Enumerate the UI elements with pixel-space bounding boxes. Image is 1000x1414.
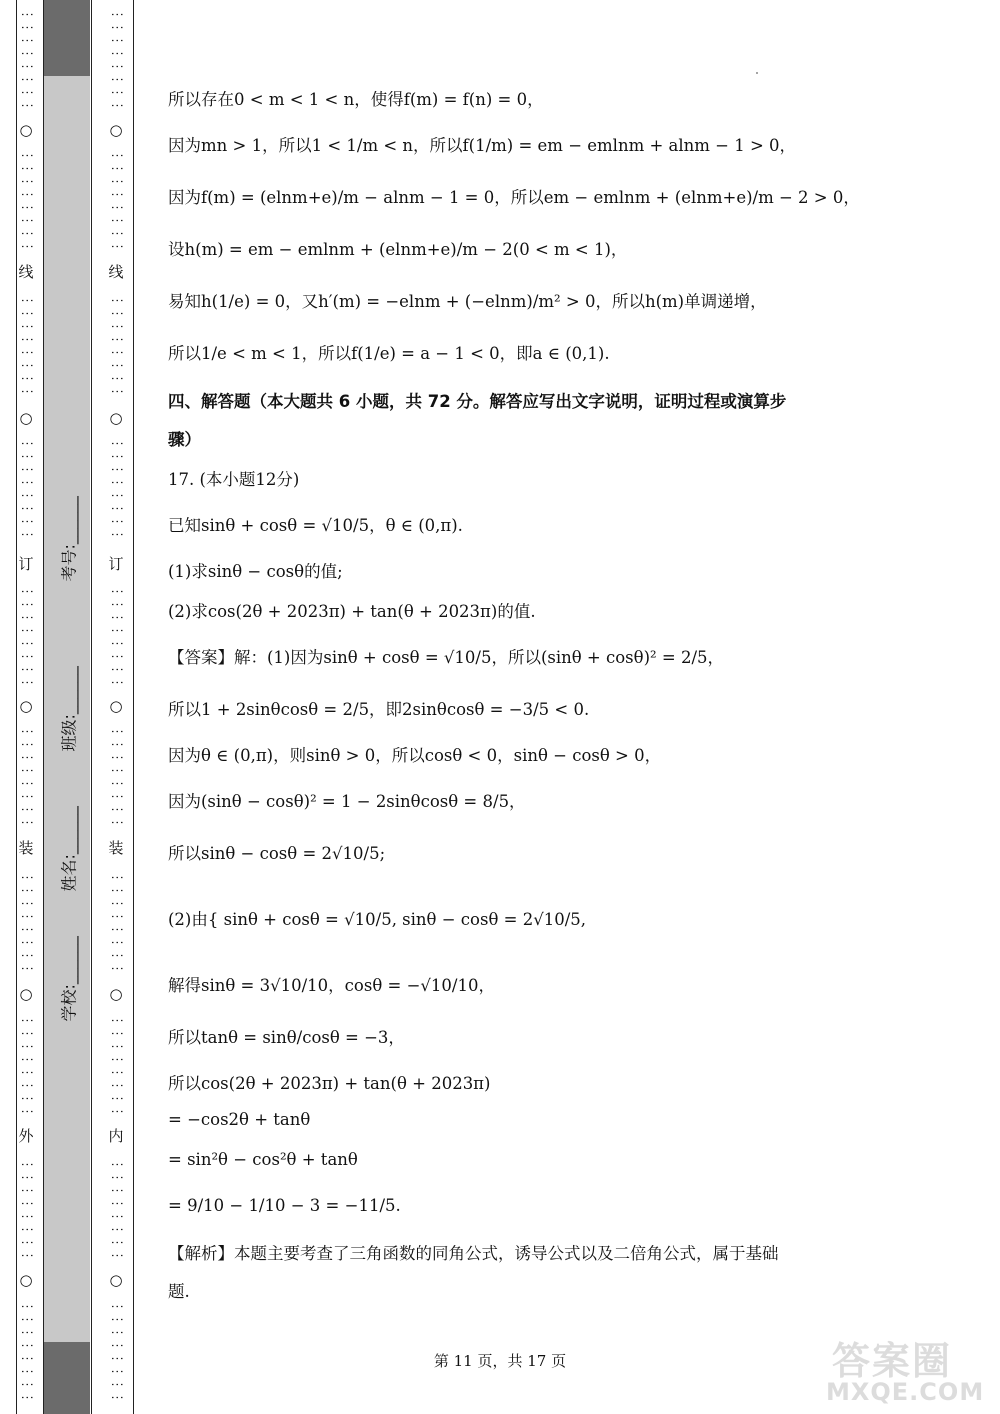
inner-circle-2: ○ (109, 409, 123, 427)
inner-dots-3: ⋮⋮⋮⋮⋮⋮⋮⋮ (109, 294, 124, 398)
inner-dots-4: ⋮⋮⋮⋮⋮⋮⋮⋮ (109, 437, 124, 541)
watermark-logo-text: 答案圈 (832, 1339, 953, 1383)
answer-line: 所以tanθ = sinθ/cosθ = −3， (168, 1028, 405, 1047)
problem-part-2: (2)求cos(2θ + 2023π) + tan(θ + 2023π)的值. (168, 602, 536, 621)
inner-dots-10: ⋮⋮⋮⋮⋮⋮⋮⋮ (109, 1300, 124, 1404)
analysis-line: 【解析】本题主要考查了三角函数的同角公式，诱导公式以及二倍角公式，属于基础 (168, 1244, 779, 1263)
problem-number: 17. (本小题12分) (168, 470, 300, 489)
binding-band-top-block (44, 0, 90, 76)
answer-line: 所以1 + 2sinθcosθ = 2/5，即2sinθcosθ = −3/5 < 0. (168, 700, 590, 719)
answer-line: = 9/10 − 1/10 − 3 = −11/5. (168, 1196, 401, 1215)
outer-circle-5: ○ (19, 1271, 33, 1289)
inner-label-line: 线 (108, 263, 124, 281)
inner-dotted-cut-line (108, 0, 124, 1414)
stray-dot (756, 72, 758, 74)
name-field: 姓名:______ (59, 806, 79, 892)
answer-line: 【答案】解：(1)因为sinθ + cosθ = √10/5，所以(sinθ + cosθ)² = 2/5， (168, 648, 725, 667)
inner-dots-1: ⋮⋮⋮⋮⋮⋮⋮⋮ (109, 8, 124, 112)
outer-dots-3: ⋮⋮⋮⋮⋮⋮⋮⋮ (19, 294, 34, 398)
student-info-block (48, 450, 88, 1022)
inner-margin-rule-right (133, 0, 134, 1414)
inner-dots-9: ⋮⋮⋮⋮⋮⋮⋮⋮ (109, 1158, 124, 1262)
outer-margin-rule-left (16, 0, 17, 1414)
class-field: 班级:______ (59, 666, 79, 752)
outer-circle-4: ○ (19, 985, 33, 1003)
problem-text: 已知sinθ + cosθ = √10/5，θ ∈ (0,π). (168, 516, 463, 535)
school-field: 学校:______ (59, 936, 79, 1022)
answer-line: = −cos2θ + tanθ (168, 1110, 311, 1129)
text-line: 所以存在0 < m < 1 < n，使得f(m) = f(n) = 0， (168, 90, 544, 109)
inner-label-zhuang: 装 (108, 839, 124, 857)
outer-dots-4: ⋮⋮⋮⋮⋮⋮⋮⋮ (19, 437, 34, 541)
inner-circle-1: ○ (109, 121, 123, 139)
site-watermark (818, 1330, 988, 1410)
outer-label-zhuang: 装 (18, 839, 34, 857)
outer-dots-1: ⋮⋮⋮⋮⋮⋮⋮⋮ (19, 8, 34, 112)
problem-part-1: (1)求sinθ − cosθ的值; (168, 562, 343, 581)
text-line: 易知h(1/e) = 0，又h′(m) = −elnm + (−elnm)/m² > 0，所以h(m)单调递增， (168, 292, 767, 311)
answer-line: 因为θ ∈ (0,π)，则sinθ > 0，所以cosθ < 0，sinθ − cosθ > 0， (168, 746, 662, 765)
inner-dots-6: ⋮⋮⋮⋮⋮⋮⋮⋮ (109, 725, 124, 829)
outer-dots-8: ⋮⋮⋮⋮⋮⋮⋮⋮ (19, 1014, 34, 1118)
inner-dots-2: ⋮⋮⋮⋮⋮⋮⋮⋮ (109, 149, 124, 253)
text-line: 因为mn > 1，所以1 < 1/m < n，所以f(1/m) = em − emlnm + alnm − 1 > 0， (168, 136, 797, 155)
outer-circle-1: ○ (19, 121, 33, 139)
answer-line: 所以sinθ − cosθ = 2√10/5; (168, 844, 386, 863)
outer-label-line: 线 (18, 263, 34, 281)
section-heading-cont: 骤） (168, 430, 201, 449)
outer-dots-7: ⋮⋮⋮⋮⋮⋮⋮⋮ (19, 871, 34, 975)
section-heading: 四、解答题（本大题共 6 小题，共 72 分。解答应写出文字说明，证明过程或演算步 (168, 392, 787, 411)
inner-margin-rule-left (91, 0, 92, 1414)
outer-dots-6: ⋮⋮⋮⋮⋮⋮⋮⋮ (19, 725, 34, 829)
answer-line: = sin²θ − cos²θ + tanθ (168, 1150, 358, 1169)
answer-line: 所以cos(2θ + 2023π) + tan(θ + 2023π) (168, 1074, 491, 1093)
outer-label-ding: 订 (18, 555, 34, 573)
inner-circle-3: ○ (109, 697, 123, 715)
watermark-domain: MXQE.COM (826, 1378, 985, 1406)
page-footer: 第 11 页，共 17 页 (433, 1352, 567, 1370)
inner-circle-4: ○ (109, 985, 123, 1003)
inner-circle-5: ○ (109, 1271, 123, 1289)
exam-number-field: 考号:______ (59, 496, 79, 582)
text-line: 因为f(m) = (elnm+e)/m − alnm − 1 = 0，所以em − emlnm + (elnm+e)/m − 2 > 0， (168, 188, 860, 207)
outer-dots-9: ⋮⋮⋮⋮⋮⋮⋮⋮ (19, 1158, 34, 1262)
inner-dots-8: ⋮⋮⋮⋮⋮⋮⋮⋮ (109, 1014, 124, 1118)
analysis-line-cont: 题. (168, 1282, 190, 1301)
inner-dots-5: ⋮⋮⋮⋮⋮⋮⋮⋮ (109, 585, 124, 689)
outer-circle-3: ○ (19, 697, 33, 715)
outer-dots-2: ⋮⋮⋮⋮⋮⋮⋮⋮ (19, 149, 34, 253)
text-line: 设h(m) = em − emlnm + (elnm+e)/m − 2(0 < m < 1)， (168, 240, 628, 259)
inner-dots-7: ⋮⋮⋮⋮⋮⋮⋮⋮ (109, 871, 124, 975)
inner-label-ding: 订 (108, 555, 124, 573)
text-line: 所以1/e < m < 1，所以f(1/e) = a − 1 < 0，即a ∈ (0,1). (168, 344, 610, 363)
outer-label-wai: 外 (18, 1127, 34, 1145)
outer-dotted-cut-line (18, 0, 34, 1414)
outer-dots-10: ⋮⋮⋮⋮⋮⋮⋮⋮ (19, 1300, 34, 1404)
inner-label-nei: 内 (108, 1127, 124, 1145)
answer-line: 解得sinθ = 3√10/10，cosθ = −√10/10， (168, 976, 495, 995)
outer-circle-2: ○ (19, 409, 33, 427)
answer-line: (2)由{ sinθ + cosθ = √10/5, sinθ − cosθ = 2√10/5, (168, 910, 587, 929)
answer-line: 因为(sinθ − cosθ)² = 1 − 2sinθcosθ = 8/5， (168, 792, 526, 811)
outer-dots-5: ⋮⋮⋮⋮⋮⋮⋮⋮ (19, 585, 34, 689)
